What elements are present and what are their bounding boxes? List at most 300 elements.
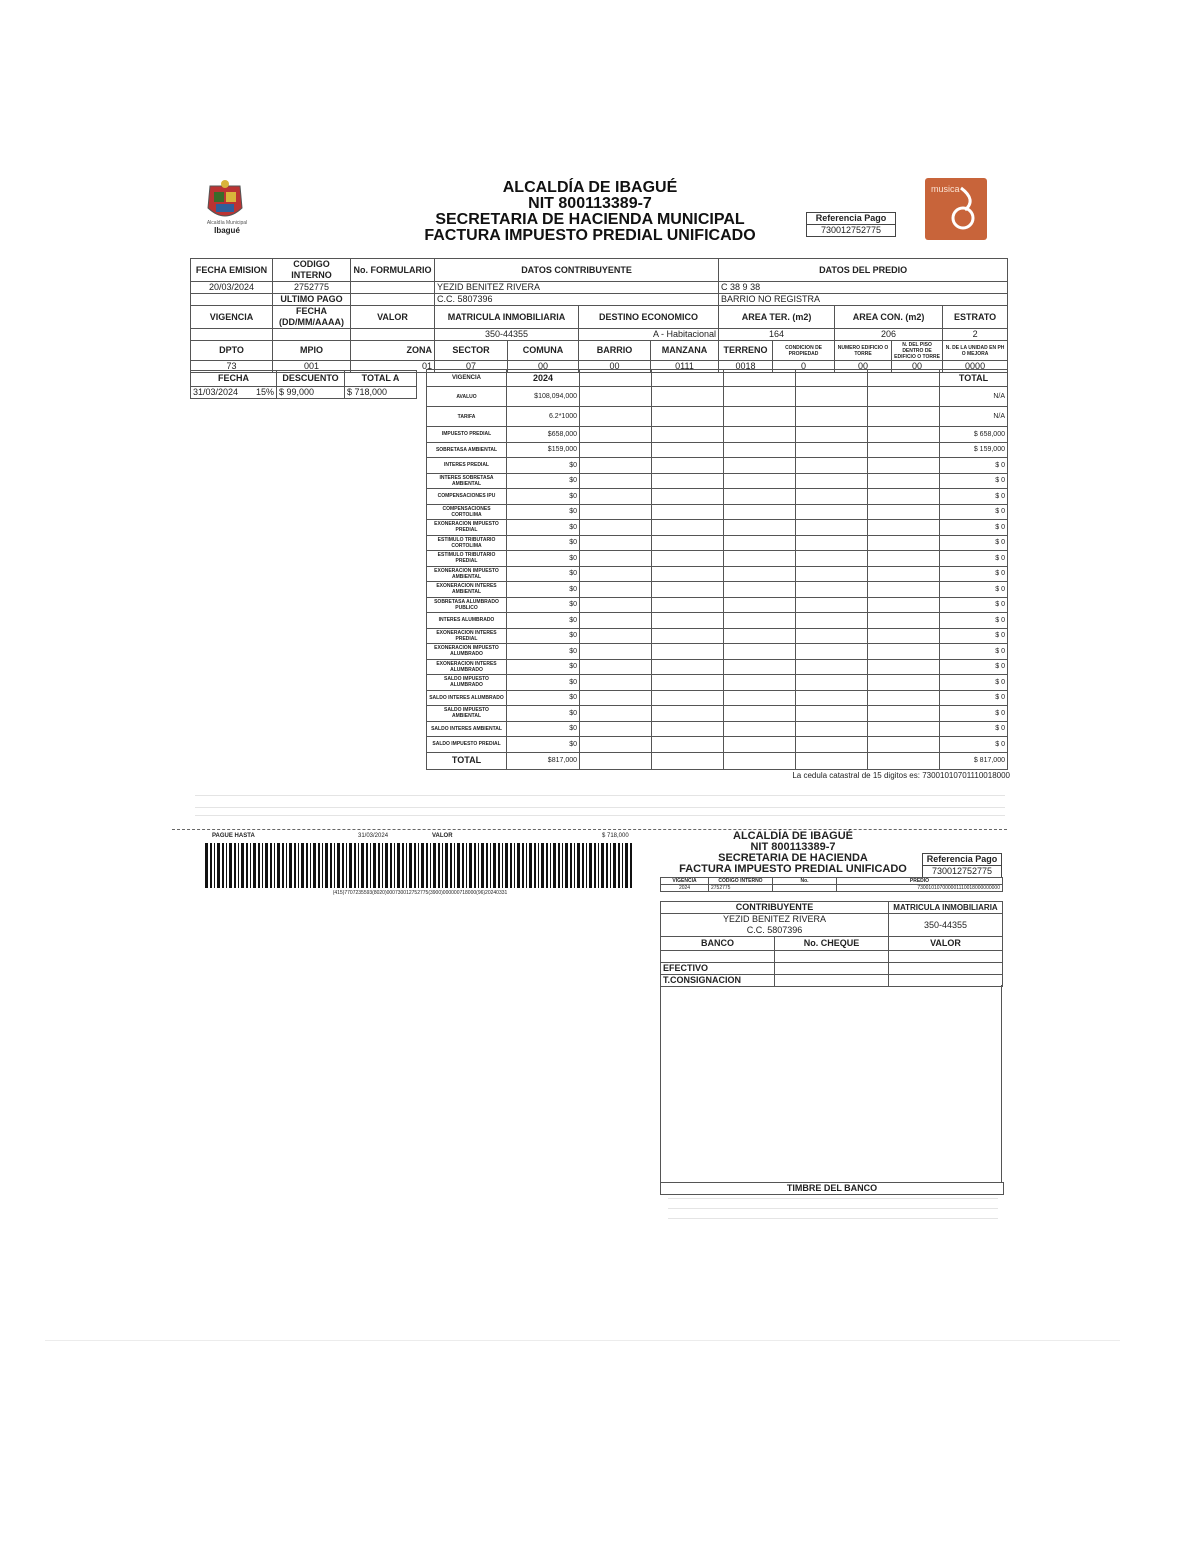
barcode-bar: [562, 843, 563, 888]
header-discount-total: TOTAL A: [345, 371, 417, 387]
blank-cell: [868, 504, 940, 520]
barcode-bar: [493, 843, 496, 888]
header-datos-predio: DATOS DEL PREDIO: [719, 259, 1008, 282]
liquidation-row-total: $ 0: [940, 582, 1008, 598]
barcode-bar: [214, 843, 215, 888]
liquidation-row-value: 6.2*1000: [507, 407, 580, 427]
coupon-reference-box: [922, 853, 1002, 878]
blank-cell: [724, 659, 796, 675]
blank-cell: [889, 963, 1003, 975]
blank-cell: [868, 597, 940, 613]
coupon-title-factura: FACTURA IMPUESTO PREDIAL UNIFICADO: [679, 863, 907, 875]
blank-cell: [724, 407, 796, 427]
blank-cell: [652, 721, 724, 737]
discount-fecha-cell: [191, 387, 277, 399]
liquidation-row: [427, 706, 1008, 722]
blank-cell: [580, 458, 652, 474]
header-zona: ZONA: [351, 341, 435, 361]
barcode-bar: [330, 843, 332, 888]
blank-cell: [796, 566, 868, 582]
blank-cell: [652, 407, 724, 427]
blank-cell: [868, 659, 940, 675]
liquidation-row-total: $ 0: [940, 551, 1008, 567]
discount-percent: 15%: [255, 387, 274, 397]
blank-cell: [580, 473, 652, 489]
header-vigencia: VIGENCIA: [191, 306, 273, 329]
liquidation-row-value: $0: [507, 489, 580, 505]
liquidation-row: [427, 582, 1008, 598]
codigo-interno-value: 2752775: [273, 282, 351, 294]
liquidation-row-label: INTERES SOBRETASA AMBIENTAL: [427, 473, 507, 489]
blank-cell: [191, 294, 273, 306]
blank-cell: [868, 473, 940, 489]
blank-cell: [796, 737, 868, 753]
area-terreno-value: 164: [719, 329, 835, 341]
barcode-bar: [414, 843, 416, 888]
blank-cell: [652, 504, 724, 520]
logo-city-text: Ibagué: [214, 226, 240, 235]
liquidation-row-total: $ 0: [940, 644, 1008, 660]
coupon-title-nit: NIT 800113389-7: [750, 841, 836, 853]
liquidation-row-label: SOBRETASA ALUMBRADO PUBLICO: [427, 597, 507, 613]
blank-cell: [652, 752, 724, 769]
barcode-bar: [462, 843, 464, 888]
barcode-bar: [601, 843, 604, 888]
barcode-bar: [550, 843, 551, 888]
document-title-block: [380, 180, 800, 244]
liquidation-row: [427, 458, 1008, 474]
barcode-bar: [250, 843, 251, 888]
liquidation-row-value: $0: [507, 690, 580, 706]
blank-cell: [868, 644, 940, 660]
blank-cell: [724, 458, 796, 474]
barcode-bar: [234, 843, 236, 888]
liquidation-row-label: EXONERACION INTERES PREDIAL: [427, 628, 507, 644]
liq-grand-total: $ 817,000: [940, 752, 1008, 769]
liquidation-row-value: $0: [507, 473, 580, 489]
barcode-bar: [325, 843, 328, 888]
barcode-bar: [229, 843, 232, 888]
liquidation-row: [427, 442, 1008, 458]
coupon-header-vigencia: VIGENCIA: [661, 878, 709, 885]
coupon-codigo: 2752775: [709, 885, 773, 892]
header-terreno: TERRENO: [719, 341, 773, 361]
barcode-bar: [445, 843, 448, 888]
liquidation-row-value: $0: [507, 566, 580, 582]
barcode-bar: [598, 843, 599, 888]
blank-cell: [724, 520, 796, 536]
contribuyente-cc: C.C. 5807396: [435, 294, 719, 306]
barcode-bar: [481, 843, 484, 888]
liquidation-row: [427, 613, 1008, 629]
pague-hasta-value: 31/03/2024: [358, 833, 389, 839]
blank-cell: [796, 442, 868, 458]
header-unidad: N. DE LA UNIDAD EN PH O MEJORA: [943, 341, 1008, 361]
blank-cell: [652, 628, 724, 644]
liquidation-row-value: $0: [507, 659, 580, 675]
blank-cell: [580, 706, 652, 722]
liquidation-row-total: $ 658,000: [940, 427, 1008, 443]
blank-cell: [580, 489, 652, 505]
barcode-bar: [238, 843, 239, 888]
blank-cell: [796, 427, 868, 443]
blank-cell: [580, 407, 652, 427]
barcode-bar: [486, 843, 488, 888]
barcode-bar: [526, 843, 527, 888]
coupon-valor-value: $ 718,000: [602, 833, 629, 839]
blank-cell: [652, 427, 724, 443]
liquidation-row-value: $0: [507, 628, 580, 644]
header-manzana: MANZANA: [651, 341, 719, 361]
payment-reference-box: [806, 212, 896, 237]
coupon-efectivo: EFECTIVO: [661, 963, 775, 975]
blank-cell: [724, 504, 796, 520]
blank-cell: [724, 427, 796, 443]
barcode-bar: [529, 843, 532, 888]
blank-cell: [191, 329, 273, 341]
barcode-bar: [606, 843, 608, 888]
barcode-bar: [522, 843, 524, 888]
blank-cell: [796, 458, 868, 474]
blank-cell: [868, 721, 940, 737]
coupon-valor-label: VALOR: [432, 833, 453, 839]
blank-cell: [652, 458, 724, 474]
header-liq-total: TOTAL: [940, 370, 1008, 387]
barcode-bar: [469, 843, 472, 888]
blank-cell: [724, 387, 796, 407]
discount-fecha: 31/03/2024: [193, 387, 239, 397]
liquidation-row: [427, 427, 1008, 443]
zona-value: 01: [351, 361, 435, 373]
faint-legal-text: [195, 807, 1005, 808]
barcode-bar: [342, 843, 344, 888]
liquidation-row: [427, 721, 1008, 737]
barcode-bar: [277, 843, 280, 888]
blank-cell: [796, 644, 868, 660]
liquidation-row-label: TARIFA: [427, 407, 507, 427]
liquidation-row-value: $0: [507, 458, 580, 474]
barcode-bar: [426, 843, 428, 888]
blank-cell: [724, 721, 796, 737]
liquidation-row: [427, 520, 1008, 536]
barcode-bar: [274, 843, 275, 888]
svg-text:musica: musica: [931, 184, 960, 194]
barcode-bar: [394, 843, 395, 888]
payment-reference-label: Referencia Pago: [807, 213, 895, 225]
blank-cell: [868, 675, 940, 691]
barcode-bar: [622, 843, 623, 888]
coupon-header-matricula: MATRICULA INMOBILIARIA: [889, 902, 1003, 914]
barcode-bar: [370, 843, 371, 888]
blank-cell: [868, 489, 940, 505]
liquidation-row-value: $0: [507, 597, 580, 613]
liquidation-row-label: COMPENSACIONES CORTOLIMA: [427, 504, 507, 520]
blank-cell: [796, 628, 868, 644]
blank-cell: [796, 489, 868, 505]
liquidation-row-value: $0: [507, 706, 580, 722]
blank-cell: [796, 387, 868, 407]
blank-cell: [652, 690, 724, 706]
blank-cell: [351, 294, 435, 306]
blank-cell: [580, 387, 652, 407]
liquidation-row-total: $ 0: [940, 659, 1008, 675]
blank-cell: [796, 675, 868, 691]
faint-legal-text: [195, 795, 1005, 796]
barcode-bar: [298, 843, 299, 888]
blank-cell: [652, 706, 724, 722]
barcode-bar: [210, 843, 212, 888]
barcode-text: (415)7707235593(8020)000730012752775(3900)000000718000(96)20240331: [332, 890, 508, 896]
blank-cell: [652, 535, 724, 551]
blank-cell: [775, 951, 889, 963]
discount-amount: $ 99,000: [277, 387, 345, 399]
blank-cell: [796, 504, 868, 520]
barcode-bar: [517, 843, 520, 888]
barcode-bar: [310, 843, 311, 888]
liquidation-row-total: N/A: [940, 387, 1008, 407]
fecha-emision-value: 20/03/2024: [191, 282, 273, 294]
blank-cell: [580, 721, 652, 737]
barcode-bar: [418, 843, 419, 888]
unidad-value: 0000: [943, 361, 1008, 373]
barcode-bar: [313, 843, 316, 888]
header-discount-descuento: DESCUENTO: [277, 371, 345, 387]
liquidation-row-label: SALDO IMPUESTO PREDIAL: [427, 737, 507, 753]
liquidation-row-value: $0: [507, 675, 580, 691]
blank-cell: [796, 520, 868, 536]
blank-cell: [580, 442, 652, 458]
liquidation-row: [427, 387, 1008, 407]
coupon-predio: 730010107000001110018000000000: [837, 885, 1003, 892]
barcode-bar: [354, 843, 356, 888]
coupon-matricula: 350-44355: [889, 914, 1003, 937]
mpio-value: 001: [273, 361, 351, 373]
barcode-bar: [286, 843, 287, 888]
blank-cell: [724, 613, 796, 629]
liquidation-row: [427, 551, 1008, 567]
liquidation-row-value: $0: [507, 504, 580, 520]
title-nit: NIT 800113389-7: [528, 195, 652, 212]
blank-cell: [652, 387, 724, 407]
blank-cell: [580, 659, 652, 675]
barcode-bar: [466, 843, 467, 888]
coupon-header-no: No.: [773, 878, 837, 885]
liquidation-row-label: EXONERACION IMPUESTO ALUMBRADO: [427, 644, 507, 660]
barcode-bar: [502, 843, 503, 888]
blank-cell: [889, 951, 1003, 963]
liq-total-label: TOTAL: [427, 752, 507, 769]
matricula-value: 350-44355: [435, 329, 579, 341]
bank-stamp-area: [660, 985, 1002, 1183]
header-dpto: DPTO: [191, 341, 273, 361]
liquidation-row-total: N/A: [940, 407, 1008, 427]
blank-cell: [796, 752, 868, 769]
blank-cell: [724, 675, 796, 691]
barcode-bar: [538, 843, 539, 888]
empty-year-header: [868, 370, 940, 387]
blank-cell: [868, 427, 940, 443]
liquidation-row-total: $ 159,000: [940, 442, 1008, 458]
blank-cell: [724, 737, 796, 753]
header-fecha: FECHA (DD/MM/AAAA): [273, 306, 351, 329]
blank-cell: [724, 597, 796, 613]
blank-cell: [868, 535, 940, 551]
coupon-header-valor: VALOR: [889, 937, 1003, 951]
destino-value: A - Habitacional: [579, 329, 719, 341]
blank-cell: [796, 613, 868, 629]
barcode-bar: [558, 843, 560, 888]
blank-cell: [652, 489, 724, 505]
barcode-bar: [390, 843, 392, 888]
liquidation-row-label: SALDO INTERES AMBIENTAL: [427, 721, 507, 737]
coupon-cc: C.C. 5807396: [746, 925, 803, 935]
predio-barrio: BARRIO NO REGISTRA: [719, 294, 1008, 306]
comuna-value: 00: [508, 361, 579, 373]
barcode-bar: [577, 843, 580, 888]
liquidation-row-total: $ 0: [940, 721, 1008, 737]
blank-cell: [652, 737, 724, 753]
discount-table: [190, 370, 417, 399]
barcode-bar: [262, 843, 263, 888]
barcode-bar: [613, 843, 616, 888]
dpto-value: 73: [191, 361, 273, 373]
blank-cell: [652, 644, 724, 660]
liquidation-row-label: EXONERACION IMPUESTO AMBIENTAL: [427, 566, 507, 582]
header-condicion: CONDICION DE PROPIEDAD: [773, 341, 835, 361]
liquidation-row-total: $ 0: [940, 737, 1008, 753]
discount-total: $ 718,000: [345, 387, 417, 399]
liquidation-row-total: $ 0: [940, 520, 1008, 536]
barcode-bar: [318, 843, 320, 888]
barcode-bar: [570, 843, 572, 888]
blank-cell: [580, 582, 652, 598]
coupon-title-secretaria: SECRETARIA DE HACIENDA: [718, 852, 868, 864]
blank-cell: [580, 427, 652, 443]
barcode-bar: [382, 843, 383, 888]
liquidation-row-label: SOBRETASA AMBIENTAL: [427, 442, 507, 458]
liquidation-row: [427, 644, 1008, 660]
empty-year-header: [652, 370, 724, 387]
property-info-table: [190, 258, 1008, 373]
barcode-bar: [222, 843, 224, 888]
blank-cell: [796, 473, 868, 489]
blank-cell: [796, 597, 868, 613]
barcode-bar: [397, 843, 400, 888]
blank-cell: [580, 597, 652, 613]
barcode-bar: [258, 843, 260, 888]
blank-cell: [580, 535, 652, 551]
barcode-bar: [217, 843, 220, 888]
blank-cell: [652, 597, 724, 613]
faint-bank-text: [668, 1198, 998, 1199]
blank-cell: [652, 675, 724, 691]
barcode-bar: [421, 843, 424, 888]
liquidation-row: [427, 737, 1008, 753]
blank-cell: [724, 535, 796, 551]
barcode-bar: [322, 843, 323, 888]
blank-cell: [580, 737, 652, 753]
blank-cell: [580, 675, 652, 691]
barcode-bar: [270, 843, 272, 888]
barcode-bar: [301, 843, 304, 888]
faint-bank-text: [668, 1208, 998, 1209]
liquidation-row-total: $ 0: [940, 675, 1008, 691]
liquidation-row-total: $ 0: [940, 706, 1008, 722]
liquidation-row-value: $0: [507, 737, 580, 753]
title-secretaria: SECRETARIA DE HACIENDA MUNICIPAL: [435, 211, 745, 228]
blank-cell: [868, 690, 940, 706]
piso-value: 00: [892, 361, 943, 373]
cut-line: [172, 829, 1007, 830]
blank-cell: [796, 407, 868, 427]
blank-cell: [724, 706, 796, 722]
blank-cell: [868, 582, 940, 598]
barcode-bar: [510, 843, 512, 888]
blank-cell: [724, 473, 796, 489]
liquidation-row-total: $ 0: [940, 613, 1008, 629]
coupon-consignacion: T.CONSIGNACION: [661, 975, 775, 987]
blank-cell: [796, 721, 868, 737]
blank-cell: [724, 442, 796, 458]
barcode-bar: [334, 843, 335, 888]
header-matricula: MATRICULA INMOBILIARIA: [435, 306, 579, 329]
blank-cell: [652, 473, 724, 489]
timbre-banco-label: TIMBRE DEL BANCO: [660, 1182, 1004, 1195]
header-barrio: BARRIO: [579, 341, 651, 361]
scan-edge-line: [45, 1340, 1120, 1341]
liquidation-row-label: SALDO IMPUESTO ALUMBRADO: [427, 675, 507, 691]
liquidation-row-total: $ 0: [940, 566, 1008, 582]
barcode-bar: [474, 843, 476, 888]
coupon-header-banco: BANCO: [661, 937, 775, 951]
blank-cell: [652, 551, 724, 567]
barcode-bar: [630, 843, 632, 888]
liquidation-row: [427, 504, 1008, 520]
header-formulario: No. FORMULARIO: [351, 259, 435, 282]
liquidation-row: [427, 659, 1008, 675]
barcode-bar: [358, 843, 359, 888]
liquidation-row-total: $ 0: [940, 504, 1008, 520]
barcode-bar: [442, 843, 443, 888]
title-alcaldia: ALCALDÍA DE IBAGUÉ: [502, 179, 678, 196]
barcode-bar: [265, 843, 268, 888]
barcode-bar: [346, 843, 347, 888]
barcode-bar: [433, 843, 436, 888]
liquidation-row: [427, 675, 1008, 691]
liquidation-row-value: $0: [507, 520, 580, 536]
blank-cell: [868, 458, 940, 474]
blank-cell: [580, 551, 652, 567]
blank-cell: [580, 613, 652, 629]
blank-cell: [796, 582, 868, 598]
manzana-value: 0111: [651, 361, 719, 373]
liquidation-row-value: $0: [507, 613, 580, 629]
barcode-bar: [406, 843, 407, 888]
barcode-bar: [289, 843, 292, 888]
contribuyente-nombre: YEZID BENITEZ RIVERA: [435, 282, 719, 294]
barrio-value: 00: [579, 361, 651, 373]
barcode-bar: [282, 843, 284, 888]
blank-cell: [773, 885, 837, 892]
barcode-bar: [574, 843, 575, 888]
liquidation-row-value: $159,000: [507, 442, 580, 458]
blank-cell: [652, 582, 724, 598]
liquidation-row: [427, 566, 1008, 582]
blank-cell: [661, 951, 775, 963]
liquidation-row-total: $ 0: [940, 489, 1008, 505]
blank-cell: [580, 690, 652, 706]
liquidation-row: [427, 489, 1008, 505]
